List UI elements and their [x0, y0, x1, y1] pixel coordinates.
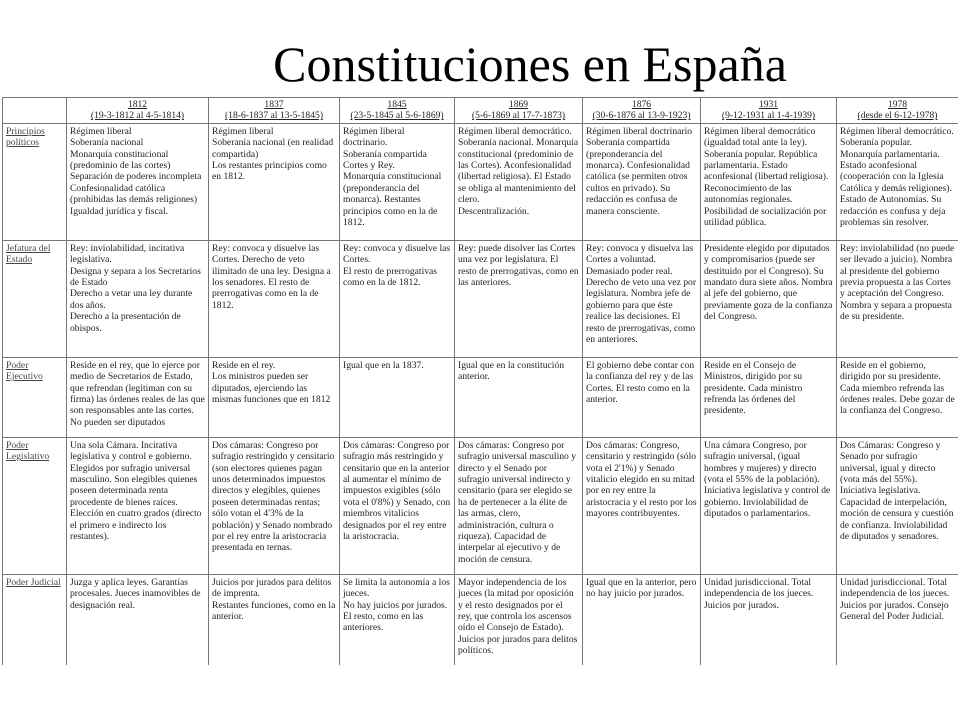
row-label: Principios políticos: [3, 123, 67, 240]
column-header-1978: [837, 98, 959, 124]
header-row: [3, 98, 959, 124]
cell-line: Reside en el rey.: [212, 359, 276, 371]
table-cell: [701, 123, 837, 240]
column-year: 1869: [508, 99, 529, 110]
cell-line: Derecho a la presentación de obispos.: [70, 311, 181, 334]
cell-line: Rey: puede disolver las Cortes una vez por legislatura. El resto de prerrogativas, como en las anteriores.: [458, 242, 579, 289]
cell-line: Régimen liberal doctrinario.: [343, 125, 405, 149]
table-cell: [340, 574, 455, 665]
cell-line: Monarquía constitucional (preponderancia del monarca). Restantes principios como en la de 1812.: [343, 171, 442, 229]
cell-line: Soberanía nacional: [70, 137, 144, 149]
cell-line: Los restantes principios como en 1812.: [212, 160, 327, 183]
column-year: 1837: [264, 99, 284, 110]
cell-line: Igual que en la constitución anterior.: [458, 359, 565, 383]
cell-line: Régimen liberal: [70, 125, 132, 137]
table-cell: [209, 240, 340, 357]
column-year: 1845: [387, 99, 407, 110]
table-cell: [67, 437, 209, 574]
table-body: [3, 123, 959, 665]
cell-line: Una sola Cámara. Incitativa legislativa y control e gobierno. Elegidos por sufragio universal masculino. Son elegibles quienes poseen determinada renta procedente de bienes raíces.: [70, 439, 198, 508]
column-dates: (5-6-1869 al 17-7-1873): [471, 110, 566, 122]
column-header-1876: [583, 98, 701, 124]
cell-line: Derecho a vetar una ley durante dos años.: [70, 288, 193, 311]
cell-line: Restantes funciones, como en la anterior.: [212, 599, 336, 623]
cell-line: Elección en cuatro grados (directo el primero e indirecto los restantes).: [70, 508, 202, 543]
cell-line: Rey: convoca y disuelva las Cortes a voluntad. Demasiado poder real. Derecho de veto una vez por legislatura. Nombra jefe de gobierno para que éste realice las decisiones. El resto de prerrogativas, como en anteriores.: [586, 242, 697, 346]
column-dates: (desde el 6-12-1978): [857, 110, 938, 122]
cell-line: Rey: inviolabilidad, incitativa legislativa.: [70, 242, 185, 266]
cell-line: Unidad jurisdiccional. Total independencia de los jueces.: [704, 576, 814, 600]
column-header-1931: [701, 98, 837, 124]
table-cell: [701, 357, 837, 437]
cell-line: Se limita la autonomía a los jueces.: [343, 576, 450, 600]
table-cell: [455, 357, 583, 437]
table-cell: [209, 437, 340, 574]
column-dates: (9-12-1931 al 1-4-1939): [721, 110, 816, 122]
table-cell: [455, 574, 583, 665]
table-row: [3, 574, 959, 665]
table-row: [3, 437, 959, 574]
cell-line: El resto, como en las anteriores.: [343, 611, 424, 634]
table-cell: [455, 437, 583, 574]
table-cell: [837, 123, 959, 240]
cell-line: Régimen liberal democrático.: [458, 125, 572, 137]
cell-line: Reside en el Consejo de Ministros, dirigido por su presidente. Cada ministro refrenda las órdenes del presidente.: [704, 359, 803, 417]
cell-line: No hay juicios por jurados.: [343, 599, 448, 611]
table-cell: [837, 574, 959, 665]
cell-line: Los ministros pueden ser diputados, ejerciendo las mismas funciones que en 1812: [212, 371, 331, 406]
table-cell: [583, 574, 701, 665]
table-cell: [837, 240, 959, 357]
table-cell: [701, 437, 837, 574]
constitutions-table-container: [2, 97, 958, 665]
row-label: Poder Ejecutivo: [3, 357, 67, 437]
cell-line: Juicios por jurados para delitos políticos.: [458, 633, 578, 657]
table-row: [3, 123, 959, 240]
cell-line: Régimen liberal democrático.: [840, 125, 954, 137]
cell-line: Juzga y aplica leyes. Garantías procesales. Jueces inamovibles de designación real.: [70, 576, 201, 611]
page-title: Constituciones en España: [273, 36, 787, 92]
table-cell: [455, 240, 583, 357]
table-cell: [837, 437, 959, 574]
cell-line: El resto de prerrogativas como en la de 1812.: [343, 265, 438, 289]
table-cell: [583, 123, 701, 240]
cell-line: Reconocimiento de las autonomías regionales. Posibilidad de socialización por utilidad pública.: [704, 182, 827, 229]
cell-line: Dos cámaras: Congreso, censitario y restringido (sólo vota el 2'1%) y Senado vitalicio elegido en su mitad por en rey entre la aristocracia y el resto por los mayores contribuyentes.: [586, 439, 697, 520]
column-year: 1812: [127, 99, 148, 110]
cell-line: Descentralización.: [458, 205, 530, 217]
column-year: 1931: [758, 99, 779, 110]
column-dates: (18-6-1837 al 13-5-1845): [224, 110, 324, 122]
table-cell: [455, 123, 583, 240]
row-label: Poder Legislativo: [3, 437, 67, 574]
cell-line: Designa y separa a los Secretarios de Estado: [70, 265, 201, 289]
cell-line: Soberanía nacional. Monarquía constitucional (predominio de las Cortes). Aconfesionalidad (libertad religiosa). El Estado se obliga al mantenimiento del clero.: [458, 137, 579, 206]
cell-line: Soberanía compartida: [343, 148, 427, 160]
row-label: Poder Judicial: [3, 574, 67, 665]
column-year: 1978: [887, 99, 908, 110]
cell-line: Monarquía constitucional (predominio de las cortes): [70, 148, 171, 172]
cell-line: Presidente elegido por diputados y compromisarios (puede ser destituido por el Congreso). Su mandato dura siete años. Nombra al jefe del gobierno, que previamente goza de la confianza del Congreso.: [704, 242, 833, 323]
table-cell: [340, 240, 455, 357]
table-cell: [701, 574, 837, 665]
column-header-1812: [67, 98, 209, 124]
column-dates: (30-6-1876 al 13-9-1923): [592, 110, 691, 122]
cell-line: Una cámara Congreso, por sufragio universal, (igual hombres y mujeres) y directo (vota el 55% de la población). Iniciativa legislativa y control de gobierno. Inviolabilidad de diputados o parlamentarios.: [704, 439, 831, 520]
cell-line: Igualdad jurídica y fiscal.: [70, 205, 169, 217]
table-cell: [701, 240, 837, 357]
cell-line: Rey: convoca y disuelve las Cortes.: [343, 242, 451, 266]
cell-line: El gobierno debe contar con la confianza del rey y de las Cortes. El resto como en la anterior.: [586, 359, 695, 406]
cell-line: Juicios por jurados. Consejo General del Poder Judicial.: [840, 599, 949, 623]
cell-line: Estado aconfesional (cooperación con la Iglesia Católica y demás religiones). Estado de Autonomías. Su redacción es confusa y deja problemas sin resolver.: [840, 160, 952, 229]
cell-line: Régimen liberal doctrinario: [586, 125, 693, 137]
row-label: Jefatura del Estado: [3, 240, 67, 357]
cell-line: Rey: inviolabilidad (no puede ser llevado a juicio). Nombra al presidente del gobierno previa propuesta a las Cortes y aceptación del Congreso. Nombra y separa a propuesta de su presidente.: [840, 242, 955, 323]
table-cell: [340, 437, 455, 574]
cell-line: Soberanía nacional (en realidad compartida): [212, 137, 334, 160]
table-cell: [67, 574, 209, 665]
cell-line: Monarquía parlamentaria.: [840, 148, 940, 160]
cell-line: Soberanía popular.: [840, 137, 912, 149]
table-cell: [67, 240, 209, 357]
column-header-1869: [455, 98, 583, 124]
column-year: 1876: [631, 99, 652, 110]
table-row: [3, 357, 959, 437]
cell-line: Dos cámaras: Congreso por sufragio universal masculino y directo y el Senado por sufragio universal indirecto y censitario (para ser elegido se ha de pertenecer a la élite de las armas, clero, administración, cultura o riqueza). Capacidad de interpelar al ejecutivo y de moción de censura.: [458, 439, 577, 565]
constitutions-table: [2, 97, 958, 665]
table-cell: [67, 357, 209, 437]
table-cell: [583, 240, 701, 357]
table-cell: [583, 357, 701, 437]
cell-line: Soberanía compartida (preponderancia del monarca). Confesionalidad católica (se permiten otros cultos en privado). Su redacción es confusa de manera consciente.: [586, 137, 690, 217]
column-dates: (23-5-1845 al 5-6-1869): [350, 110, 444, 122]
cell-line: Dos Cámaras: Congreso y Senado por sufragio universal, igual y directo (vota más del 55%). Iniciativa legislativa. Capacidad de interpelación, moción de censura y cuestión de confianza. Inviolabilidad de diputados y senadores.: [840, 439, 954, 543]
cell-line: Dos cámaras: Congreso por sufragio más restringido y censitario que en la anterior al aumentar el mínimo de impuestos exigibles (sólo vota el 0'8%) y Senado, con miembros vitalicios designados por el rey entre la aristocracia.: [343, 439, 451, 543]
table-cell: [209, 574, 340, 665]
cell-line: Cortes y Rey.: [343, 160, 395, 172]
cell-line: Unidad jurisdiccional. Total independencia de los jueces.: [840, 576, 950, 600]
cell-line: Soberanía popular. República parlamentaria. Estado aconfesional (libertad religiosa).: [704, 148, 829, 183]
table-cell: [340, 123, 455, 240]
table-cell: [583, 437, 701, 574]
table-cell: [340, 357, 455, 437]
corner-cell: [3, 98, 67, 124]
column-header-1837: [209, 98, 340, 124]
cell-line: Igual que en la 1837.: [343, 359, 424, 371]
cell-line: Rey: convoca y disuelve las Cortes. Derecho de veto ilimitado de una ley. Designa a los senadores. El resto de prerrogativas como en la de 1812.: [212, 242, 331, 311]
cell-line: Dos cámaras: Congreso por sufragio restringido y censitario (son electores quienes pagan unos determinados impuestos directos y elegibles, quienes poseen determinadas rentas; sólo votan el 4'3% de la población) y Senado nombrado por el rey entre la aristocracia presentada en ternas.: [212, 439, 335, 554]
table-cell: [67, 123, 209, 240]
cell-line: Juicios por jurados para delitos de imprenta.: [212, 576, 332, 600]
cell-line: Igual que en la anterior, pero no hay juicio por jurados.: [586, 576, 697, 600]
cell-line: Reside en el rey, que lo ejerce por medio de Secretarios de Estado, que refrendan (legitiman con su firma) las órdenes reales de las que son responsables ante las cortes. No pueden ser diputados: [70, 359, 205, 428]
table-cell: [209, 123, 340, 240]
table-cell: [209, 357, 340, 437]
column-header-1845: [340, 98, 455, 124]
table-row: [3, 240, 959, 357]
cell-line: Separación de poderes incompleta: [70, 171, 202, 183]
cell-line: Régimen liberal: [212, 125, 274, 137]
cell-line: Régimen liberal democrático (igualdad total ante la ley).: [704, 125, 816, 149]
cell-line: Juicios por jurados.: [704, 599, 779, 611]
table-cell: [837, 357, 959, 437]
cell-line: Reside en el gobierno, dirigido por su presidente. Cada miembro refrenda las órdenes reales. Debe gozar de la confianza del Congreso.: [840, 359, 955, 417]
cell-line: Confesionalidad católica (prohibidas las demás religiones): [70, 182, 198, 206]
column-dates: (19-3-1812 al 4-5-1814): [90, 110, 185, 122]
cell-line: Mayor independencia de los jueces (la mitad por oposición y el resto designados por el rey, que controla los ascensos oído el Consejo de Estado).: [458, 576, 574, 634]
